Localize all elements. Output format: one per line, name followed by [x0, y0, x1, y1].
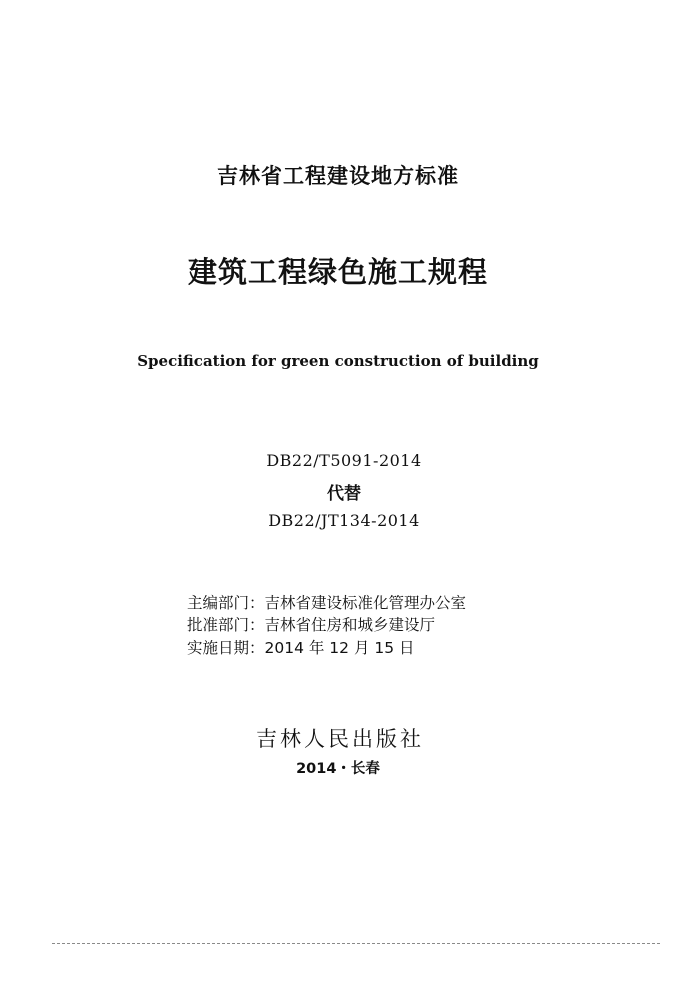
- replaced-code: DB22/JT134-2014: [268, 511, 420, 530]
- standard-code: DB22/T5091-2014: [266, 451, 422, 470]
- year-place: 2014・长春: [296, 761, 380, 777]
- effective-date: 实施日期：2014 年 12 月 15 日: [187, 639, 415, 657]
- approver-dept: 批准部门：吉林省住房和城乡建设厅: [187, 616, 436, 634]
- standard-series: 吉林省工程建设地方标准: [217, 164, 459, 188]
- replaces-label: 代替: [327, 484, 361, 504]
- publisher: 吉林人民出版社: [256, 727, 424, 751]
- title-english: Specification for green construction of building: [137, 352, 539, 370]
- editor-dept: 主编部门：吉林省建设标准化管理办公室: [187, 594, 467, 612]
- scan-edge-line: [52, 943, 660, 944]
- title-chinese: 建筑工程绿色施工规程: [187, 255, 488, 289]
